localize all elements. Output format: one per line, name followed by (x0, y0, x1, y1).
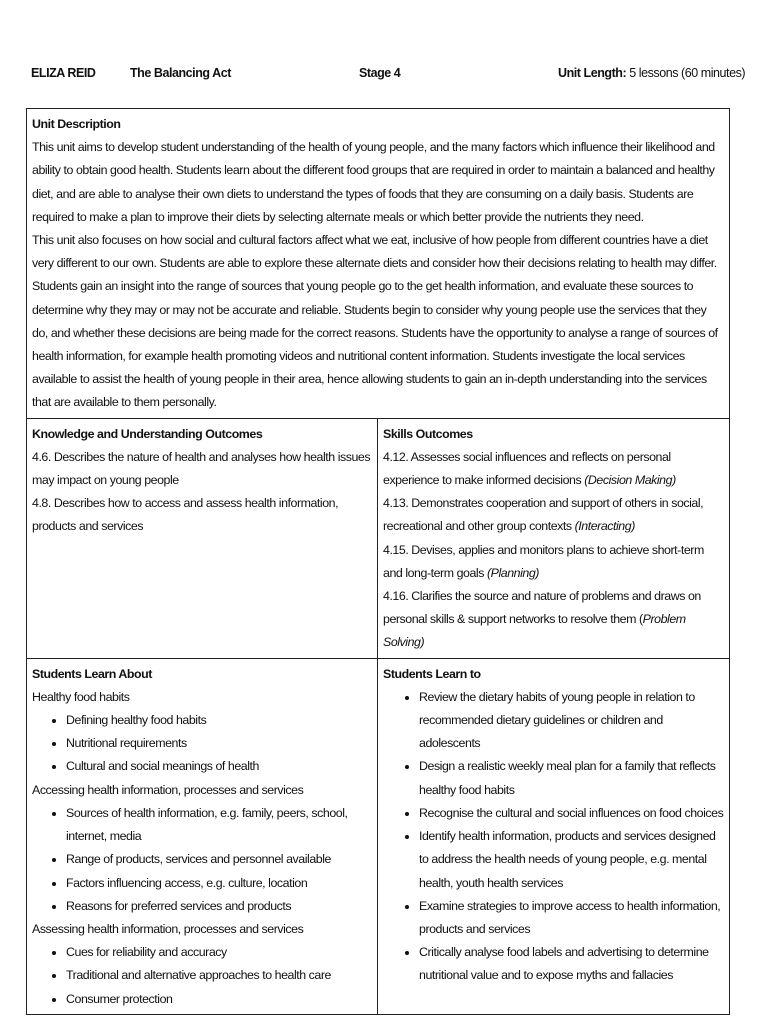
list-item: • Defining healthy food habits (66, 709, 372, 732)
skills-outcome (383, 539, 724, 585)
description-paragraph: This unit also focuses on how social and cultural factors affect what we eat, inclusive of how people from different countries have a diet very different to our own. Students are able to explore these alternate diets and consider how their decisions relating to health may differ. (32, 233, 717, 271)
unit-description-heading: Unit Description (32, 117, 121, 131)
skills-outcome-tag: (Decision Making) (584, 473, 676, 488)
skills-outcome-tag: (Planning) (486, 565, 539, 580)
list-item: • Design a realistic weekly meal plan for a family that reflects healthy food habits (419, 755, 724, 801)
skills-outcome (383, 446, 724, 492)
learn-about-cell (27, 658, 378, 1014)
learn-to-list (383, 686, 724, 988)
skills-outcomes-heading: Skills Outcomes (383, 426, 473, 441)
learn-to-heading: Students Learn to (383, 666, 481, 681)
list-item: • Sources of health information, e.g. family, peers, school, internet, media (66, 802, 372, 848)
list-item: • Cues for reliability and accuracy (66, 941, 372, 964)
skills-outcome (383, 492, 724, 538)
learn-about-group-title: Assessing health information, processes and services (32, 921, 304, 936)
skills-outcome-tag: (Interacting) (574, 519, 635, 534)
learn-about-heading: Students Learn About (32, 666, 152, 681)
list-item: • Reasons for preferred services and products (66, 895, 372, 918)
learn-about-group-title: Accessing health information, processes and services (32, 782, 304, 797)
knowledge-outcome: 4.8. Describes how to access and assess health information, products and services (32, 496, 339, 534)
list-item: • Identify health information, products and services designed to address the health needs of young people, e.g. mental health, youth health services (419, 825, 724, 895)
list-item: • Review the dietary habits of young people in relation to recommended dietary guidelines or children and adolescents (419, 686, 724, 756)
learn-about-list (32, 802, 372, 918)
list-item: • Critically analyse food labels and advertising to determine nutritional value and to expose myths and fallacies (419, 941, 724, 987)
unit-table (26, 108, 730, 1015)
list-item: • Traditional and alternative approaches to health care (66, 964, 372, 987)
knowledge-outcomes-heading: Knowledge and Understanding Outcomes (32, 426, 263, 441)
description-paragraph: Students gain an insight into the range of sources that young people go to the get health information, and evaluate these sources to determine why they may or may not be accurate and reliable. Students begin to consider why young people use the services that they do, and whether these decisions are being made for the correct reasons. Students have the opportunity to analyse a range of sources of health information, for example health promoting videos and nutritional content information. Students investigate the local services available to assist the health of young people in their area, hence allowing students to gain an in-depth understanding into the services that are available to them personally. (32, 279, 718, 410)
skills-outcome-text: 4.15. Devises, applies and monitors plans to achieve short-term and long-term goals (383, 542, 704, 580)
knowledge-outcome: 4.6. Describes the nature of health and analyses how health issues may impact on young people (32, 449, 371, 488)
list-item: • Nutritional requirements (66, 732, 372, 755)
list-item: • Factors influencing access, e.g. culture, location (66, 872, 372, 895)
skills-outcome-text: 4.16. Clarifies the source and nature of problems and draws on personal skills & support networks to resolve them ( (383, 589, 701, 627)
unit-title: The Balancing Act (130, 66, 231, 80)
learn-to-cell (378, 658, 730, 1014)
learn-about-list (32, 709, 372, 779)
knowledge-outcomes-cell (27, 418, 378, 658)
skills-outcome-text: 4.13. Demonstrates cooperation and support of others in social, recreational and other group contexts (383, 496, 704, 534)
document-header (0, 66, 770, 86)
skills-outcomes-cell (378, 418, 730, 658)
skills-outcome-tag: Problem Solving) (383, 612, 686, 650)
list-item: • Recognise the cultural and social influences on food choices (419, 802, 724, 825)
unit-length-label: Unit Length: (558, 66, 627, 80)
unit-length (558, 66, 745, 80)
skills-outcome (383, 585, 724, 655)
list-item: • Range of products, services and personnel available (66, 848, 372, 871)
stage-label: Stage 4 (359, 66, 401, 80)
list-item: • Examine strategies to improve access to health information, products and services (419, 895, 724, 941)
learn-about-group-title: Healthy food habits (32, 689, 130, 704)
author-name: ELIZA REID (31, 66, 96, 80)
list-item: • Consumer protection (66, 988, 372, 1011)
description-paragraph: This unit aims to develop student understanding of the health of young people, and the many factors which influence their likelihood and ability to obtain good health. Students learn about the different food groups that are required in order to maintain a balanced and healthy diet, and are able to analyse their own diets to understand the types of foods that they are consuming on a daily basis. Students are required to make a plan to improve their diets by selecting alternate meals or which better provide the nutrients they need. (32, 140, 715, 224)
list-item: • Cultural and social meanings of health (66, 755, 372, 778)
unit-length-value: 5 lessons (60 minutes) (629, 66, 746, 80)
learn-about-list (32, 941, 372, 1011)
unit-description-cell (27, 109, 730, 419)
skills-outcome-text: 4.12. Assesses social influences and reflects on personal experience to make informed decisions (383, 449, 671, 488)
